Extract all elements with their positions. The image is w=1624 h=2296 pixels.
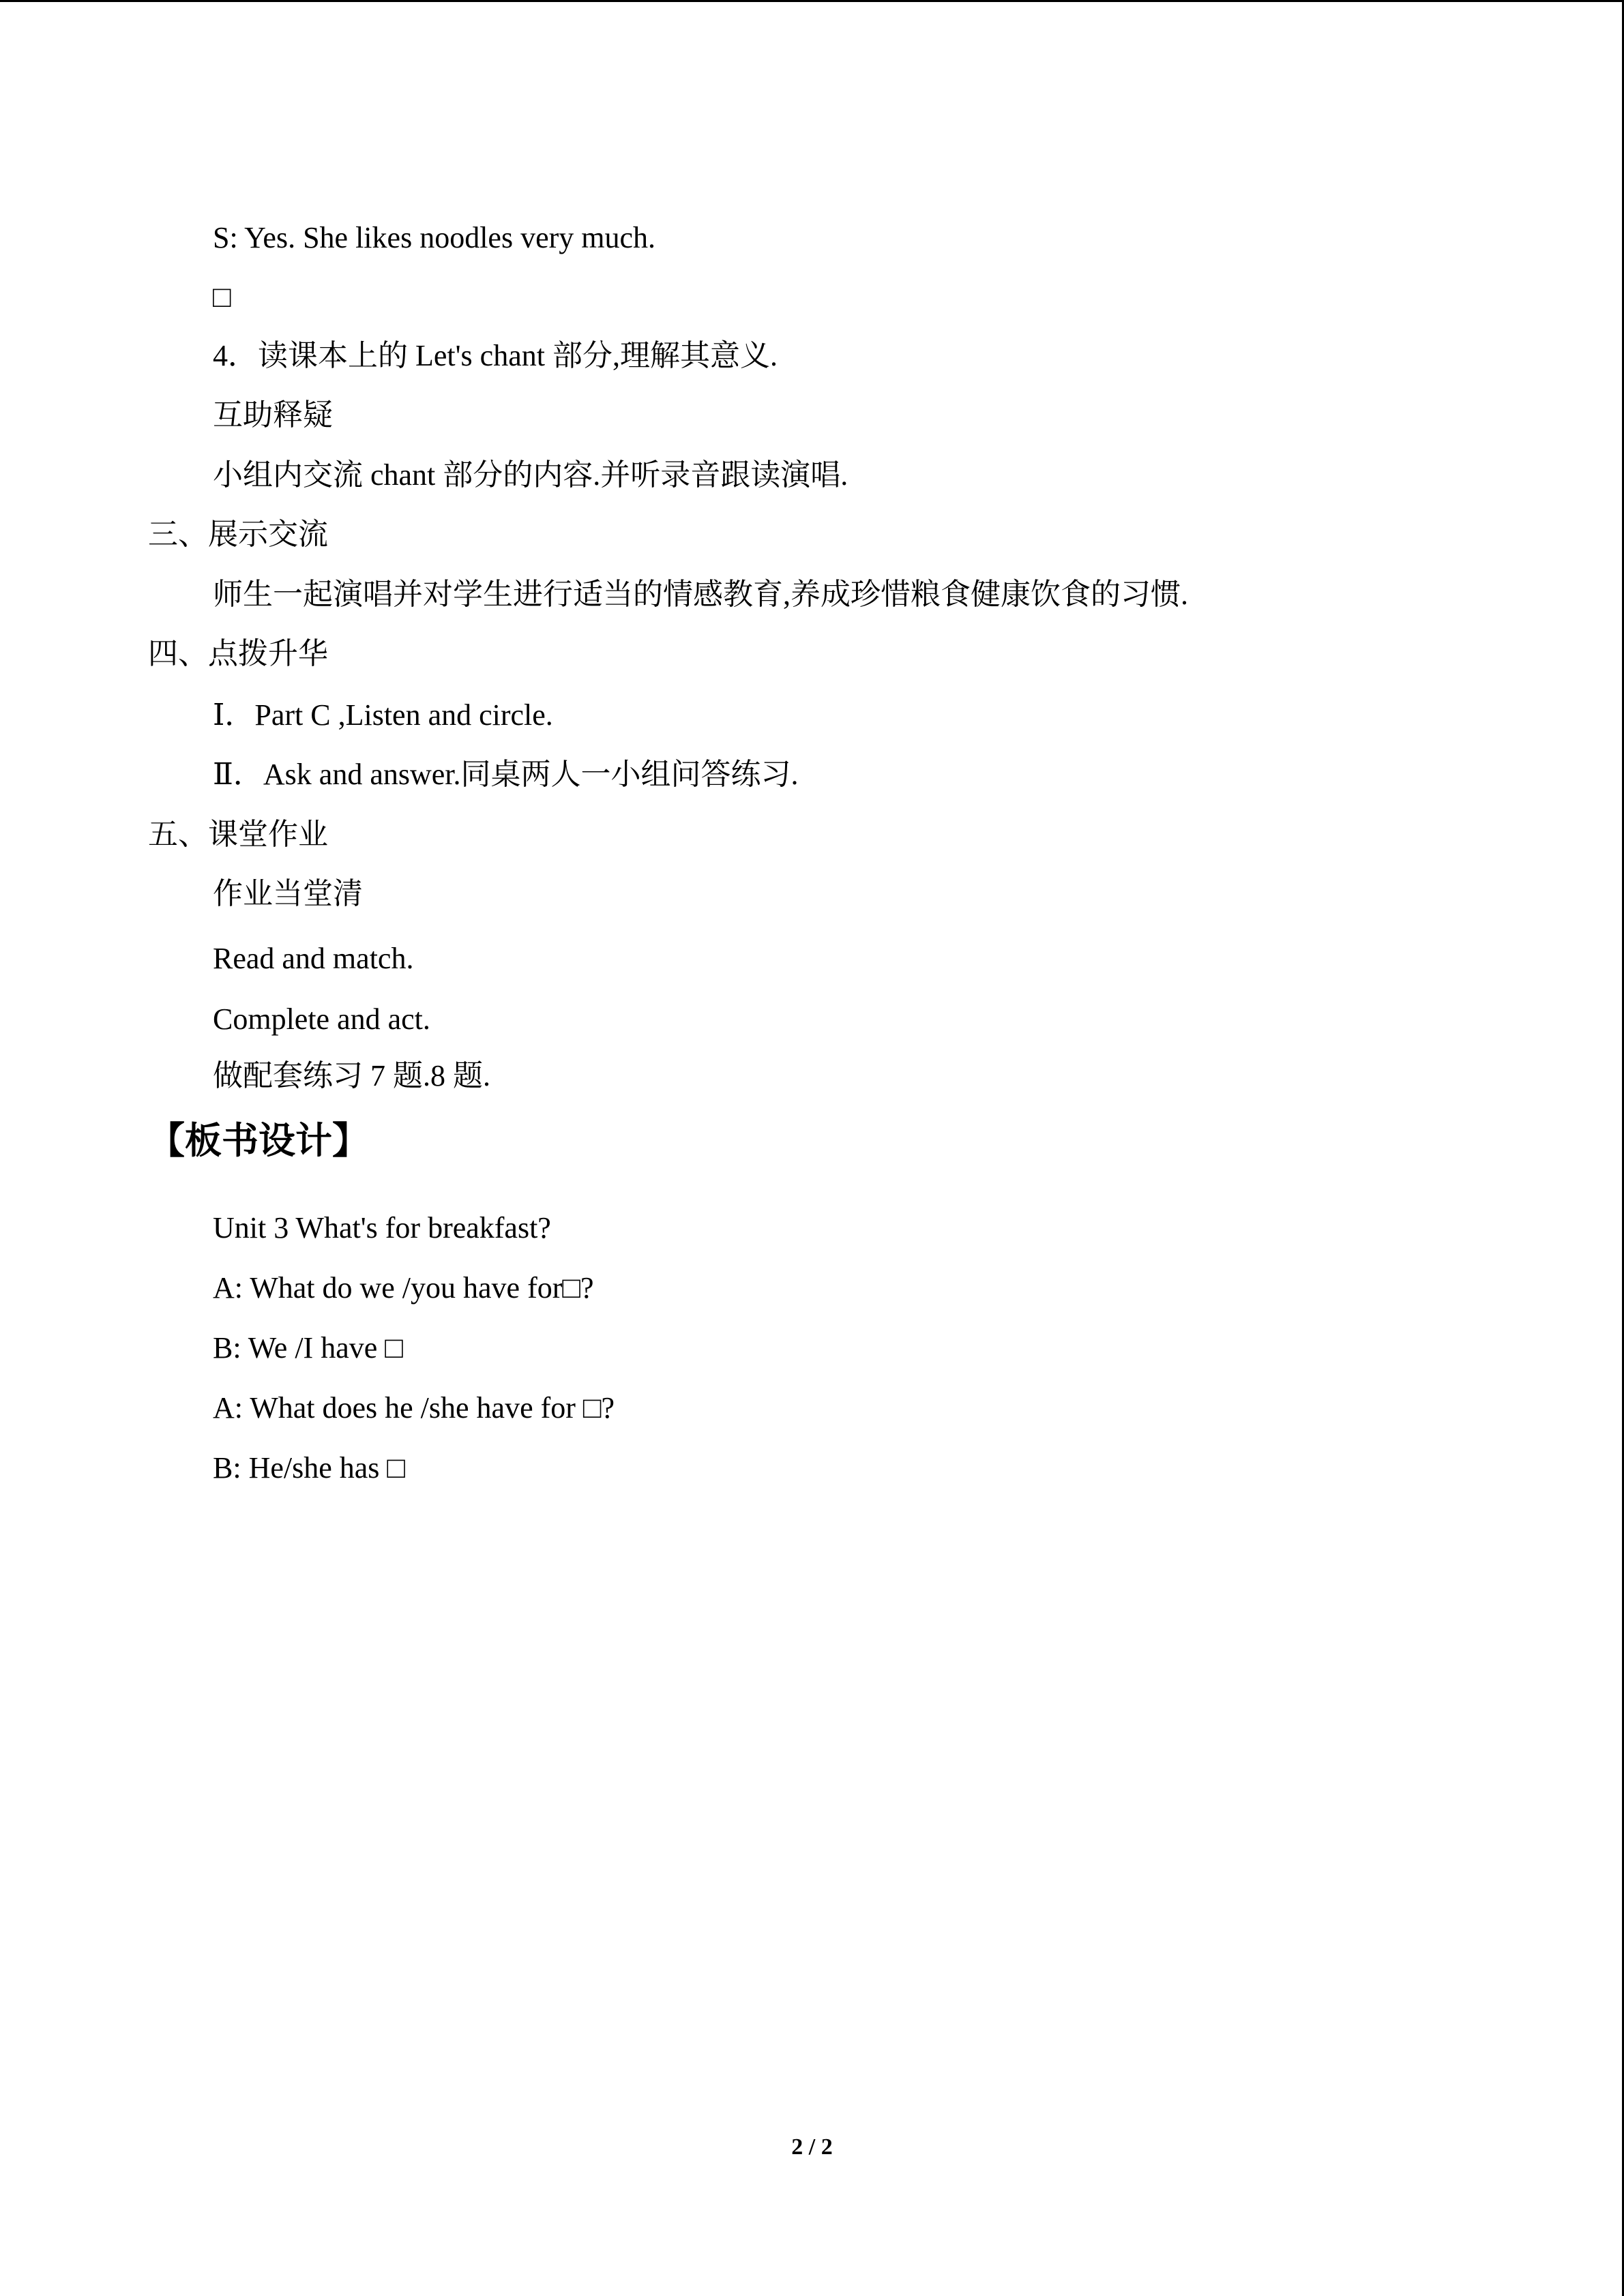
section-4-item-2: Ⅱ．Ask and answer.同桌两人一小组问答练习. <box>213 758 799 791</box>
step-4-text: 4．读课本上的 Let's chant 部分,理解其意义. <box>213 339 778 372</box>
page-border-top <box>0 0 1624 2</box>
homework-complete-act: Complete and act. <box>213 1002 430 1036</box>
section-5-title: 五、课堂作业 <box>148 818 328 851</box>
section-3-title: 三、展示交流 <box>148 518 328 551</box>
board-design-heading: 【板书设计】 <box>148 1120 369 1161</box>
board-unit-title: Unit 3 What's for breakfast? <box>213 1211 551 1244</box>
dialogue-line: S: Yes. She likes noodles very much. <box>213 221 655 254</box>
board-line-a1: A: What do we /you have for□? <box>213 1271 594 1304</box>
homework-subheading: 作业当堂清 <box>213 877 363 910</box>
section-4-item-1: Ⅰ．Part C ,Listen and circle. <box>213 698 553 732</box>
subheading-mutual-help: 互助释疑 <box>213 398 333 432</box>
group-exchange-text: 小组内交流 chant 部分的内容.并听录音跟读演唱. <box>213 458 848 492</box>
section-4-title: 四、点拨升华 <box>148 637 328 670</box>
board-line-b2: B: He/she has □ <box>213 1451 405 1485</box>
board-line-a2: A: What does he /she have for □? <box>213 1391 615 1425</box>
homework-read-match: Read and match. <box>213 942 414 975</box>
section-3-text: 师生一起演唱并对学生进行适当的情感教育,养成珍惜粮食健康饮食的习惯. <box>213 578 1188 611</box>
page-number: 2 / 2 <box>791 2134 833 2160</box>
board-line-b1: B: We /I have □ <box>213 1331 403 1365</box>
homework-exercises: 做配套练习 7 题.8 题. <box>213 1059 490 1092</box>
placeholder-box: □ <box>213 280 231 314</box>
